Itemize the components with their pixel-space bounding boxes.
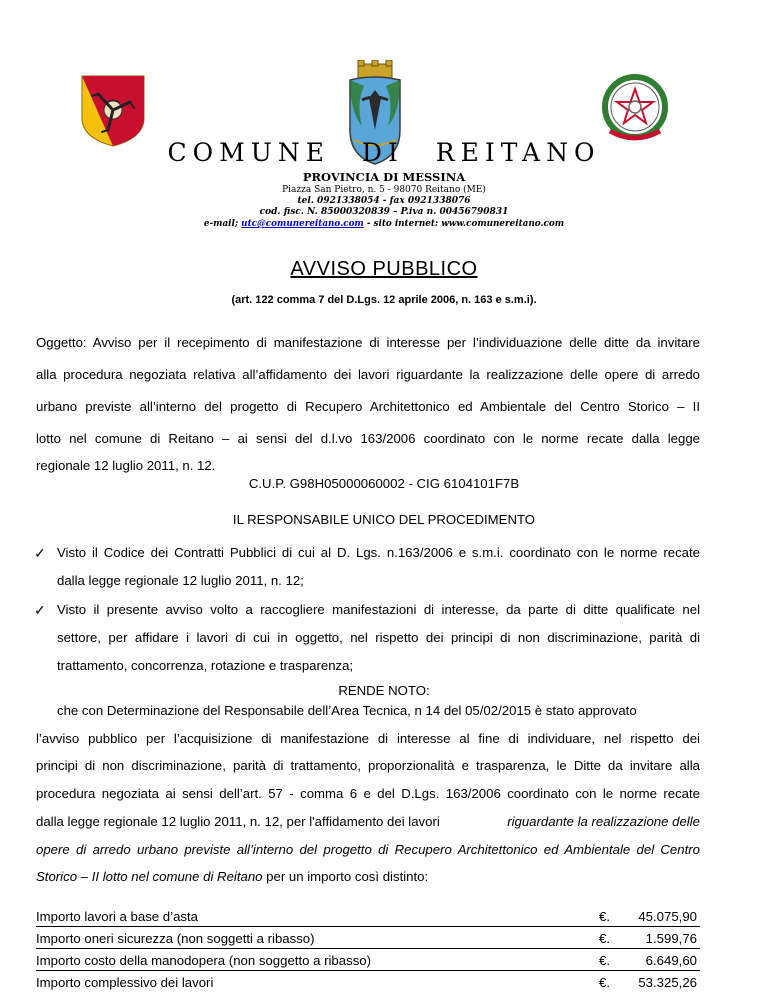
cost-row-total [36, 974, 700, 992]
municipality-title: COMUNE DI REITANO [167, 138, 601, 167]
object-line-3: urbano previste all’interno del progetto di Recupero Architettonico ed Ambientale del Centro Storico – II [36, 399, 700, 414]
object-line-1: Oggetto: Avviso per il recepimento di manifestazione di interesse per l’individuazione delle ditte da invitare [36, 335, 700, 350]
body-line-7-italic: Storico – II lotto nel comune di Reitano [36, 869, 263, 884]
cost-row [36, 908, 700, 927]
cost-amount: 6.649,60 [645, 953, 697, 968]
body-line-4: procedura negoziata ai sensi dell’art. 57 - comma 6 e del D.Lgs. 163/2006 coordinato con le norme recate [36, 786, 700, 801]
bullet-2-line-1: Visto il presente avviso volto a raccogliere manifestazioni di interesse, da parte di ditte qualificate nel [57, 602, 700, 617]
fiscal-code-line: cod. fisc. N. 85000320839 – P.iva n. 00456790831 [259, 207, 509, 217]
responsible-heading: IL RESPONSABILE UNICO DEL PROCEDIMENTO [232, 512, 536, 527]
body-line-5 [36, 814, 700, 830]
phone-line: tel. 0921338054 - fax 0921338076 [297, 196, 471, 206]
body-line-1: che con Determinazione del Responsabile dell’Area Tecnica, n 14 del 05/02/2015 è stato approvato [57, 703, 637, 718]
cost-amount: 53.325,26 [638, 975, 697, 990]
cost-amount: 45.075,90 [638, 909, 697, 924]
sicily-emblem-logo [78, 72, 148, 148]
bullet-1-line-2: dalla legge regionale 12 luglio 2011, n. 12; [57, 573, 304, 588]
object-line-2: alla procedura negoziata relativa all’affidamento dei lavori riguardante la realizzazione delle opere di arredo [36, 367, 700, 382]
italian-republic-emblem-logo [600, 73, 670, 145]
cost-row [36, 952, 700, 971]
object-line-4: lotto nel comune di Reitano – ai sensi del d.l.vo 163/2006 coordinato con le norme recate dalla legge [36, 431, 700, 446]
cost-label: Importo costo della manodopera (non soggetto a ribasso) [36, 953, 372, 968]
body-line-7-plain: per un importo così distinto: [262, 869, 429, 884]
cost-label: Importo lavori a base d’asta [36, 909, 198, 924]
cost-label: Importo complessivo dei lavori [36, 975, 214, 990]
body-line-5-italic: riguardante la realizzazione delle [507, 814, 700, 829]
body-line-3: principi di non discriminazione, parità di trattamento, proporzionalità e trasparenza, le Ditte da invitare alla [36, 758, 700, 773]
cost-currency: €. [599, 953, 610, 968]
email-prefix: e-mail; [203, 219, 242, 229]
cost-currency: €. [599, 909, 610, 924]
body-line-2: l’avviso pubblico per l’acquisizione di manifestazione di interesse al fine di individuare, nel rispetto dei [36, 731, 700, 746]
cost-currency: €. [599, 931, 610, 946]
bullet-1-line-1: Visto il Codice dei Contratti Pubblici di cui al D. Lgs. n.163/2006 e s.m.i. coordinato con le norme recate [57, 545, 700, 560]
body-line-5-plain: dalla legge regionale 12 luglio 2011, n. 12, per l'affidamento dei lavori [36, 814, 440, 829]
cost-label: Importo oneri sicurezza (non soggetti a ribasso) [36, 931, 315, 946]
notice-title: AVVISO PUBBLICO [290, 258, 478, 280]
province-line: PROVINCIA DI MESSINA [302, 170, 466, 184]
body-line-6: opere di arredo urbano previste all’interno del progetto di Recupero Architettonico ed Ambientale del Centro [36, 842, 700, 857]
cost-currency: €. [599, 975, 610, 990]
object-line-5: regionale 12 luglio 2011, n. 12. [36, 458, 216, 473]
address-line: Piazza San Pietro, n. 5 - 98070 Reitano (ME) [282, 185, 486, 195]
rende-noto-heading: RENDE NOTO: [338, 683, 430, 698]
bullet-2-line-2: settore, per affidare i lavori di cui in oggetto, nel rispetto dei principi di non discriminazione, parità di [57, 630, 700, 645]
bullet-2-line-3: trattamento, concorrenza, rotazione e trasparenza; [57, 658, 354, 673]
cost-amount: 1.599,76 [645, 931, 697, 946]
cup-cig-line: C.U.P. G98H05000060002 - CIG 6104101F7B [248, 476, 520, 491]
body-line-7 [36, 869, 428, 885]
website-text: - sito internet: www.comunereitano.com [363, 219, 565, 229]
checkmark-icon: ✓ [34, 602, 46, 618]
notice-subtitle: (art. 122 comma 7 del D.Lgs. 12 aprile 2006, n. 163 e s.m.i). [231, 294, 537, 306]
email-link[interactable]: utc@comunereitano.com [241, 219, 364, 229]
contact-line [0, 219, 768, 229]
checkmark-icon: ✓ [34, 545, 46, 561]
cost-row [36, 930, 700, 949]
